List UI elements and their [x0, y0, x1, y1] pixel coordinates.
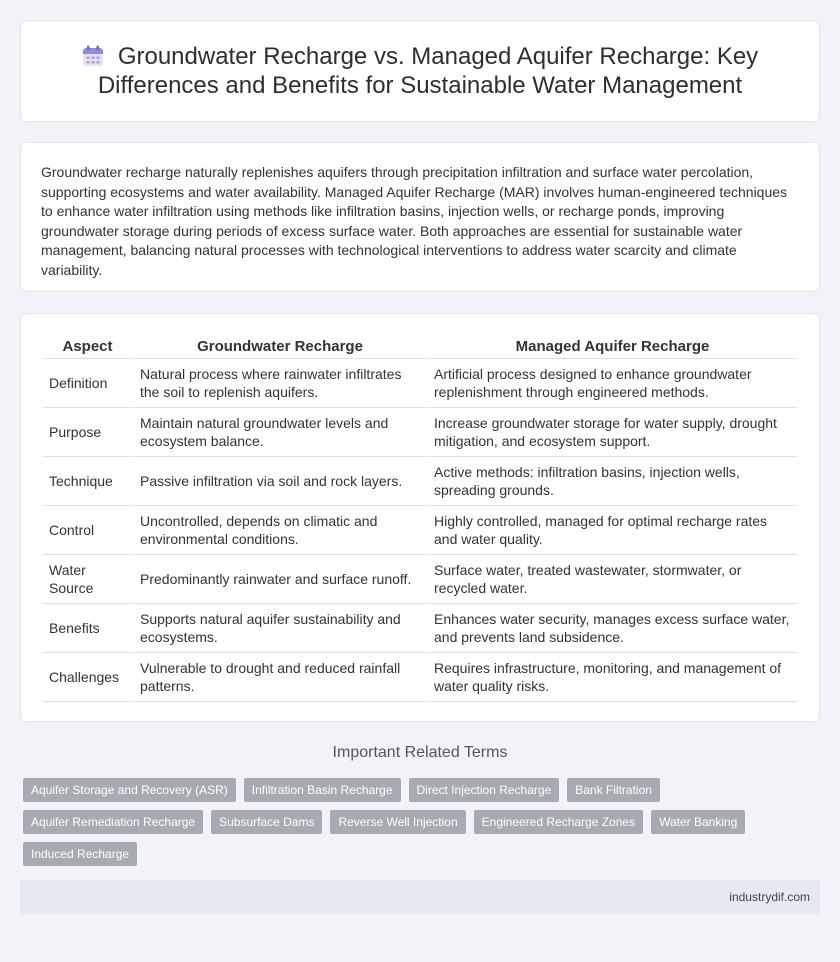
related-term-tag[interactable]: Infiltration Basin Recharge [244, 778, 401, 802]
table-row [43, 408, 797, 457]
footer-site-name: industrydif.com [729, 890, 810, 904]
row-groundwater: Predominantly rainwater and surface runoff. [133, 555, 427, 604]
row-managed: Active methods: infiltration basins, injection wells, spreading grounds. [427, 457, 797, 506]
header-managed-aquifer-recharge: Managed Aquifer Recharge [427, 334, 797, 359]
footer [20, 880, 820, 914]
table-row [43, 653, 797, 702]
comparison-table-card [20, 313, 820, 722]
related-terms-title: Important Related Terms [332, 744, 508, 761]
row-aspect: Purpose [43, 408, 133, 457]
table-row [43, 506, 797, 555]
row-groundwater: Supports natural aquifer sustainability and ecosystems. [133, 604, 427, 653]
related-term-tag[interactable]: Aquifer Remediation Recharge [23, 810, 203, 834]
page-title-text: Groundwater Recharge vs. Managed Aquifer Recharge: Key Differences and Benefits for Sustainable Water Management [97, 43, 759, 99]
row-groundwater: Uncontrolled, depends on climatic and environmental conditions. [133, 506, 427, 555]
row-managed: Enhances water security, manages excess surface water, and prevents land subsidence. [427, 604, 797, 653]
table-row [43, 457, 797, 506]
related-term-tag[interactable]: Subsurface Dams [211, 810, 322, 834]
row-groundwater: Natural process where rainwater infiltrates the soil to replenish aquifers. [133, 359, 427, 408]
related-term-tag[interactable]: Induced Recharge [23, 842, 137, 866]
row-groundwater: Vulnerable to drought and reduced rainfall patterns. [133, 653, 427, 702]
intro-card [20, 142, 820, 292]
title-card [20, 20, 820, 122]
related-term-tag[interactable]: Water Banking [651, 810, 745, 834]
row-managed: Highly controlled, managed for optimal recharge rates and water quality. [427, 506, 797, 555]
page-title [51, 42, 789, 100]
row-managed: Requires infrastructure, monitoring, and management of water quality risks. [427, 653, 797, 702]
table-header-row [43, 334, 797, 359]
related-terms-tags [23, 778, 820, 866]
row-managed: Artificial process designed to enhance groundwater replenishment through engineered methods. [427, 359, 797, 408]
related-term-tag[interactable]: Engineered Recharge Zones [474, 810, 643, 834]
row-aspect: Technique [43, 457, 133, 506]
related-term-tag[interactable]: Direct Injection Recharge [409, 778, 560, 802]
row-aspect: Control [43, 506, 133, 555]
calendar-icon [82, 45, 104, 67]
row-groundwater: Maintain natural groundwater levels and ecosystem balance. [133, 408, 427, 457]
row-aspect: Benefits [43, 604, 133, 653]
related-term-tag[interactable]: Bank Filtration [567, 778, 660, 802]
table-row [43, 555, 797, 604]
table-row [43, 359, 797, 408]
related-term-tag[interactable]: Reverse Well Injection [330, 810, 465, 834]
intro-paragraph: Groundwater recharge naturally replenishes aquifers through precipitation infiltration and surface water percolation, supporting ecosystems and water availability. Managed Aquifer Recharge (MAR) involves human-engineered techniques to enhance water infiltration using methods like infiltration basins, injection wells, or recharge ponds, improving groundwater storage during periods of excess surface water. Both approaches are essential for sustainable water management, balancing natural processes with technological interventions to address water scarcity and climate variability. [41, 164, 788, 278]
row-aspect: Water Source [43, 555, 133, 604]
header-aspect: Aspect [43, 334, 133, 359]
row-aspect: Challenges [43, 653, 133, 702]
row-managed: Increase groundwater storage for water supply, drought mitigation, and ecosystem support. [427, 408, 797, 457]
comparison-table [43, 334, 797, 702]
row-managed: Surface water, treated wastewater, stormwater, or recycled water. [427, 555, 797, 604]
table-row [43, 604, 797, 653]
related-term-tag[interactable]: Aquifer Storage and Recovery (ASR) [23, 778, 236, 802]
row-aspect: Definition [43, 359, 133, 408]
header-groundwater-recharge: Groundwater Recharge [133, 334, 427, 359]
row-groundwater: Passive infiltration via soil and rock layers. [133, 457, 427, 506]
